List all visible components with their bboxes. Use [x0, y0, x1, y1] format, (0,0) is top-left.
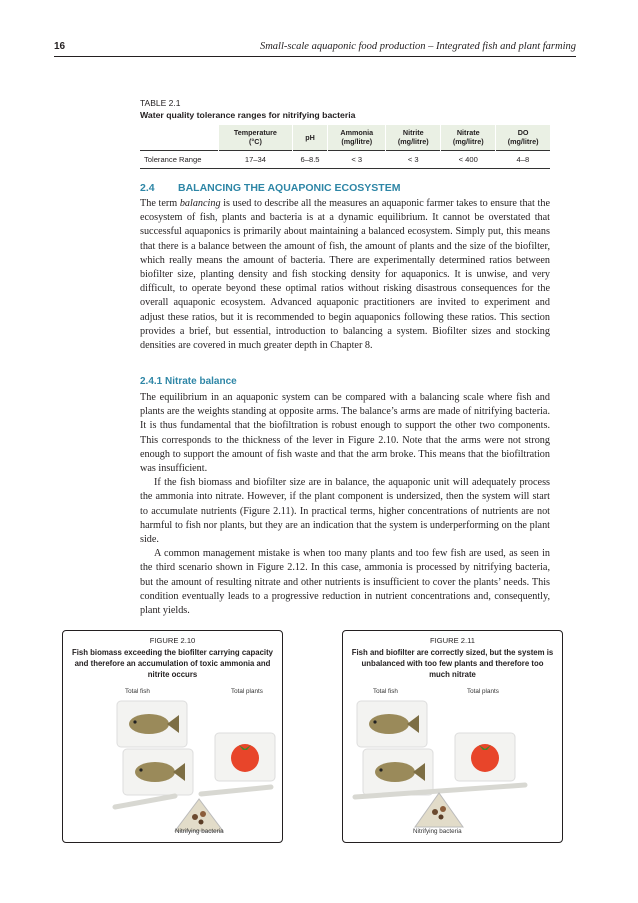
total-plants-label: Total plants — [467, 688, 499, 695]
subsection-body — [140, 391, 550, 618]
section-title: BALANCING THE AQUAPONIC ECOSYSTEM — [178, 182, 401, 194]
header-rule — [54, 56, 576, 57]
total-plants-label: Total plants — [231, 688, 263, 695]
nitrifying-bacteria-label: Nitrifying bacteria — [175, 828, 224, 835]
table-cell: 6–8.5 — [292, 150, 327, 168]
figure-caption: Fish biomass exceeding the biofilter carrying capacity and therefore an accumulation of toxic ammonia and nitrite occurs — [71, 648, 274, 679]
balance-scale-illustration — [343, 631, 562, 842]
subsection-heading: 2.4.1 Nitrate balance — [140, 376, 237, 387]
figure-2-11 — [342, 630, 563, 843]
table-row — [140, 150, 550, 168]
section-heading — [140, 182, 400, 194]
table-cell: < 3 — [386, 150, 441, 168]
table-header-cell: DO (mg/litre) — [496, 125, 550, 150]
table-header-blank — [140, 125, 219, 150]
table-header-cell: Nitrate (mg/litre) — [441, 125, 496, 150]
tolerance-table — [140, 125, 550, 169]
table-caption: TABLE 2.1 — [140, 98, 181, 108]
tomato-icon — [231, 744, 259, 772]
table-cell: < 400 — [441, 150, 496, 168]
table-cell: 4–8 — [496, 150, 550, 168]
paragraph: If the fish biomass and biofilter size are in balance, the aquaponic unit will adequately process the ammonia into nitrate. However, if the plant component is undersized, then the system will start to accumulate nutrients (Figure 2.11). In practical terms, higher concentrations of nutrients are not harmful to fish nor plants, but they are an indication that the system is underperforming on the plant side. — [140, 477, 550, 546]
fulcrum — [175, 799, 223, 831]
table-header-cell: pH — [292, 125, 327, 150]
tomato-icon — [471, 744, 499, 772]
table-header-cell: Ammonia (mg/litre) — [328, 125, 386, 150]
page-number: 16 — [54, 41, 66, 52]
figure-label: FIGURE 2.10 — [149, 636, 196, 645]
section-number: 2.4 — [140, 182, 155, 194]
table-row-label: Tolerance Range — [140, 150, 219, 168]
balance-scale-illustration — [63, 631, 282, 842]
running-title: Small-scale aquaponic food production – Integrated fish and plant farming — [259, 41, 576, 52]
table-cell: < 3 — [328, 150, 386, 168]
figure-2-10 — [62, 630, 283, 843]
table-cell: 17–34 — [219, 150, 293, 168]
emphasis-term: balancing — [179, 198, 221, 209]
table-header-row — [140, 125, 550, 150]
paragraph: A common management mistake is when too many plants and too few fish are used, as seen in the third scenario shown in Figure 2.12. In this case, ammonia is processed by nitrifying bacteria, but the amount of resulting nitrate and other nutrients is insufficient to cover the plants’ needs. This condition eventually leads to a progressive reduction in nutrient concentrations and, consequently, plant yields. — [140, 548, 550, 617]
table-header-cell: Temperature (°C) — [219, 125, 293, 150]
nitrifying-bacteria-label: Nitrifying bacteria — [413, 828, 462, 835]
broken-lever-left — [115, 796, 175, 807]
total-fish-label: Total fish — [125, 688, 150, 695]
figure-caption: Fish and biofilter are correctly sized, but the system is unbalanced with too few plants and therefore too much nitrate — [351, 648, 554, 679]
table-title: Water quality tolerance ranges for nitrifying bacteria — [140, 110, 356, 120]
broken-lever-right — [201, 787, 271, 794]
paragraph: The equilibrium in an aquaponic system can be compared with a balancing scale where fish and plants are the weights standing at opposite arms. The balance’s arms are made of nitrifying bacteria. It is thus fundamental that the biofiltration is robust enough to support the other two components. This corresponds to the thickness of the lever in Figure 2.10. Note that the arms were not strong enough to support the amount of fish waste and that the arm broke. This means that the biofiltration was insufficient. — [140, 392, 550, 475]
total-fish-label: Total fish — [373, 688, 398, 695]
table-header-cell: Nitrite (mg/litre) — [386, 125, 441, 150]
paragraph: The term balancing is used to describe all the measures an aquaponic farmer takes to ensure that the ecosystem of fish, plants and bacteria is at a dynamic equilibrium. It cannot be overstated that successful aquaponics is primarily about maintaining a balanced ecosystem. Simply put, this means that there is a balance between the amount of fish, the amount of plants and the size of the biofilter, which really means the amount of bacteria. There are experimentally determined ratios between biofilter size, planting density and fish stocking density for aquaponics. It is unwise, and very difficult, to operate beyond these optimal ratios without risking disastrous consequences for the overall aquaponic ecosystem. Advanced aquaponic practitioners are invited to experiment and adjust these ratios, but it is recommended to begin aquaponics following these ratios. This section provides a brief, but essential, introduction to balancing a system. Biofilter sizes and stocking densities are covered in much greater depth in Chapter 8. — [140, 198, 550, 352]
fulcrum — [415, 793, 463, 827]
section-body — [140, 197, 550, 353]
figure-label: FIGURE 2.11 — [429, 636, 475, 645]
